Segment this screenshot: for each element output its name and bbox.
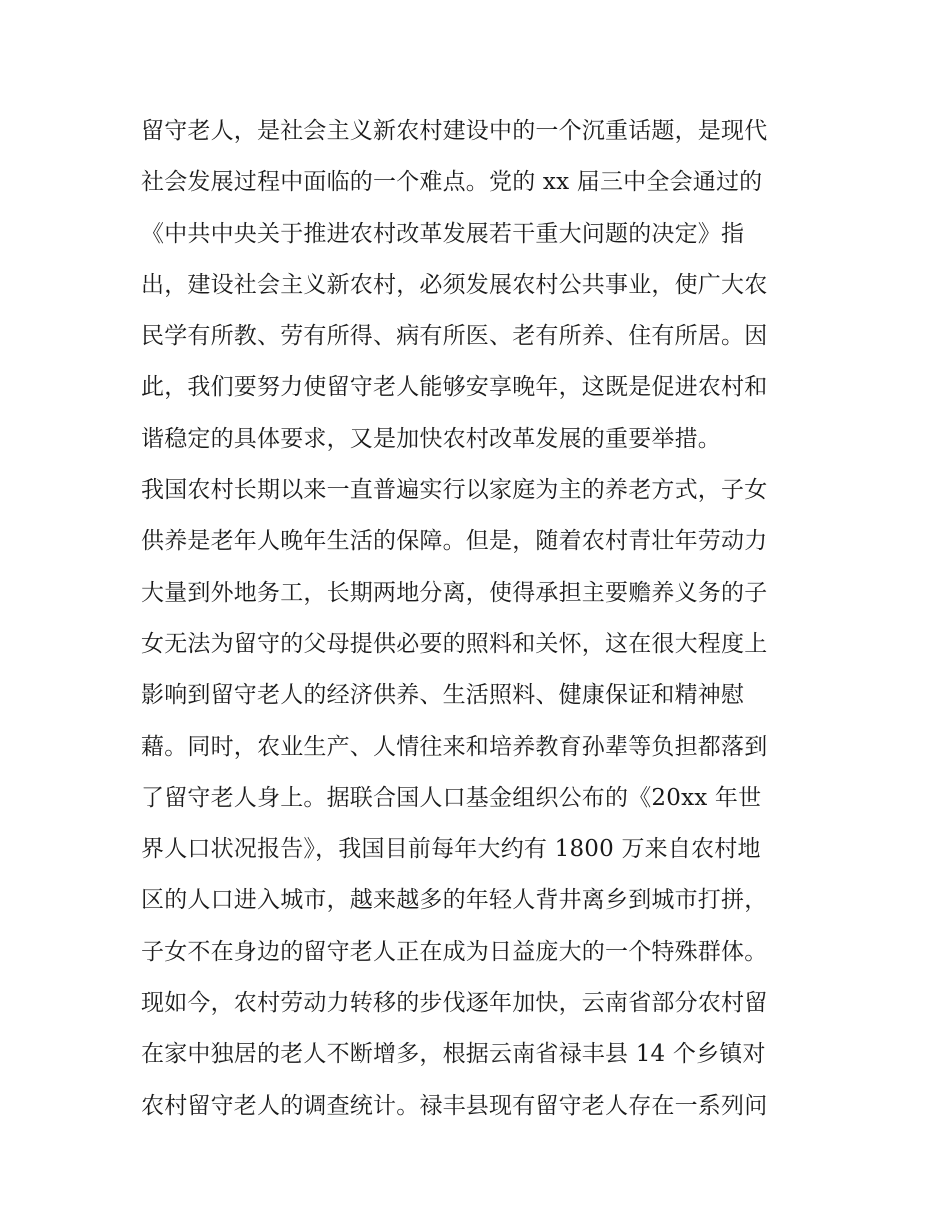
text-line: 在家中独居的老人不断增多，根据云南省禄丰县 14 个乡镇对	[141, 1041, 766, 1068]
text-line: 《中共中央关于推进农村改革发展若干重大问题的决定》指	[141, 220, 745, 247]
text-line: 大量到外地务工，长期两地分离，使得承担主要赡养义务的子	[141, 579, 768, 606]
text-line: 谐稳定的具体要求，又是加快农村改革发展的重要举措。	[141, 425, 721, 452]
body-text	[141, 106, 821, 1132]
text-line: 民学有所教、劳有所得、病有所医、老有所养、住有所居。因	[141, 323, 768, 350]
text-line: 现如今，农村劳动力转移的步伐逐年加快，云南省部分农村留	[141, 990, 768, 1017]
text-line: 藉。同时，农业生产、人情往来和培养教育孙辈等负担都落到	[141, 733, 768, 760]
text-line: 界人口状况报告》，我国目前每年大约有 1800 万来自农村地	[141, 836, 761, 863]
text-line: 留守老人，是社会主义新农村建设中的一个沉重话题，是现代	[141, 118, 768, 144]
text-line: 了留守老人身上。据联合国人口基金组织公布的《20xx 年世	[141, 784, 762, 811]
text-line: 子女不在身边的留守老人正在成为日益庞大的一个特殊群体。	[141, 938, 768, 965]
text-line: 农村留守老人的调查统计。禄丰县现有留守老人存在一系列问	[141, 1092, 768, 1119]
text-line: 社会发展过程中面临的一个难点。党的 xx 届三中全会通过的	[141, 169, 763, 196]
text-line: 供养是老年人晚年生活的保障。但是，随着农村青壮年劳动力	[141, 528, 768, 555]
text-line: 影响到留守老人的经济供养、生活照料、健康保证和精神慰	[141, 682, 745, 709]
text-line: 出，建设社会主义新农村，必须发展农村公共事业，使广大农	[141, 271, 768, 298]
text-line: 女无法为留守的父母提供必要的照料和关怀，这在很大程度上	[141, 630, 768, 657]
text-line: 我国农村长期以来一直普遍实行以家庭为主的养老方式，子女	[141, 477, 768, 504]
text-line: 此，我们要努力使留守老人能够安享晚年，这既是促进农村和	[141, 374, 768, 401]
text-line: 区的人口进入城市，越来越多的年轻人背井离乡到城市打拼，	[141, 887, 768, 914]
